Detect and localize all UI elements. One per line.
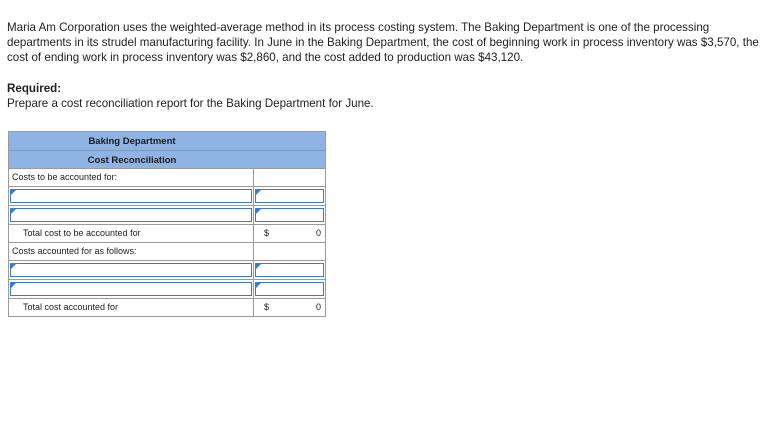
total-cost-to-account-row (8, 225, 326, 243)
costs-accounted-input-row-2 (8, 280, 326, 299)
label-dropdown-input[interactable] (10, 282, 252, 296)
costs-accounted-label: Costs accounted for as follows: (9, 243, 254, 260)
label-dropdown-input[interactable] (10, 208, 252, 222)
total-cost-to-account-label: Total cost to be accounted for (9, 225, 254, 242)
total-cost-accounted-amount (254, 299, 325, 316)
label-input-cell[interactable] (9, 261, 254, 279)
amount-input-cell[interactable] (254, 280, 325, 298)
report-title: Cost Reconciliation (87, 155, 177, 166)
label-input-cell[interactable] (9, 187, 254, 205)
department-title: Baking Department (88, 136, 176, 147)
problem-statement: Maria Am Corporation uses the weighted-average method in its process costing system. The Baking Department is one of the processing departments in its strudel manufacturing facility. In June in the Baking Department, the cost of beginning work in process inventory was $3,570, the cost of ending work in process inventory was $2,860, and the cost added to production was $43,120. (7, 21, 759, 64)
required-instruction: Prepare a cost reconciliation report for the Baking Department for June. (7, 97, 374, 110)
amount-input[interactable] (255, 282, 324, 296)
costs-to-account-label: Costs to be accounted for: (9, 169, 254, 186)
amount-input-cell[interactable] (254, 261, 325, 279)
report-header (8, 131, 326, 169)
total-cost-to-account-amount (254, 225, 325, 242)
empty-amount-cell (254, 243, 325, 260)
total-cost-accounted-label: Total cost accounted for (9, 299, 254, 316)
empty-amount-cell (254, 169, 325, 186)
amount-input-cell[interactable] (254, 187, 325, 205)
header-divider (9, 150, 325, 151)
cost-reconciliation-report (8, 131, 326, 317)
label-input-cell[interactable] (9, 280, 254, 298)
currency-symbol: $ (264, 302, 270, 312)
costs-to-account-heading-row (8, 169, 326, 187)
amount-input[interactable] (255, 263, 324, 277)
amount-input[interactable] (255, 208, 324, 222)
costs-accounted-input-row-1 (8, 261, 326, 280)
label-dropdown-input[interactable] (10, 189, 252, 203)
amount-input-cell[interactable] (254, 206, 325, 224)
label-dropdown-input[interactable] (10, 263, 252, 277)
total-value: 0 (315, 228, 321, 238)
label-input-cell[interactable] (9, 206, 254, 224)
total-cost-accounted-row (8, 299, 326, 317)
required-heading: Required: (7, 82, 62, 95)
costs-to-account-input-row-1 (8, 187, 326, 206)
costs-accounted-heading-row (8, 243, 326, 261)
costs-to-account-input-row-2 (8, 206, 326, 225)
amount-input[interactable] (255, 189, 324, 203)
currency-symbol: $ (264, 228, 270, 238)
total-value: 0 (315, 302, 321, 312)
